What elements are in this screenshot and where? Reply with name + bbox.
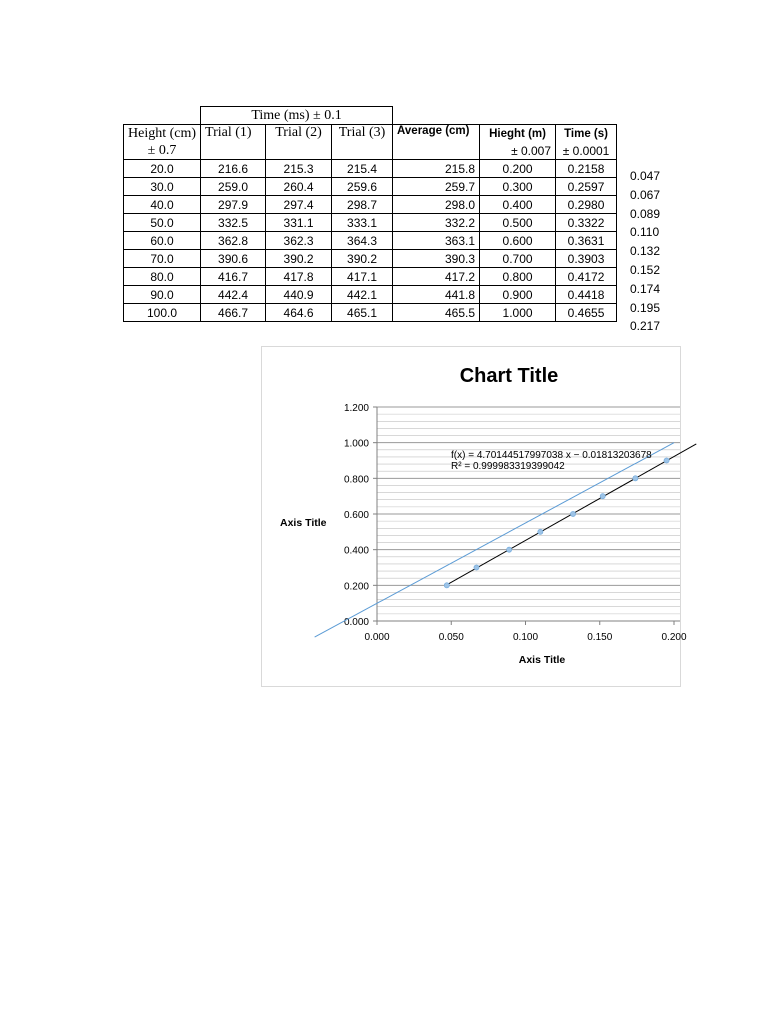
- y-tick-label: 0.600: [343, 510, 369, 521]
- table-row: [124, 304, 617, 322]
- x-value: 0.195: [630, 300, 661, 315]
- data-point: [538, 529, 543, 534]
- chart-title: Chart Title: [459, 365, 559, 387]
- x-value: 0.132: [630, 244, 661, 259]
- cell-height-cm: 100.0: [124, 304, 201, 322]
- cell-trial2: 331.1: [266, 214, 332, 232]
- cell-trial2: 362.3: [266, 232, 332, 250]
- x-axis-title: Axis Title: [518, 654, 566, 666]
- x-value: 0.047: [630, 169, 661, 183]
- table-row: [124, 286, 617, 304]
- table-row: [124, 232, 617, 250]
- cell-trial3: 215.4: [332, 160, 393, 178]
- cell-height-m: 0.600: [480, 232, 556, 250]
- cell-height-cm: 60.0: [124, 232, 201, 250]
- cell-average: 417.2: [393, 268, 480, 286]
- cell-height-m: 0.900: [480, 286, 556, 304]
- cell-trial1: 442.4: [201, 286, 266, 304]
- x-value: 0.089: [630, 206, 661, 221]
- cell-trial3: 298.7: [332, 196, 393, 214]
- y-tick-label: 0.800: [343, 474, 369, 486]
- data-point: [507, 547, 512, 552]
- x-value: 0.110: [630, 225, 660, 240]
- cell-trial3: 442.1: [332, 286, 393, 304]
- cell-average: 298.0: [393, 196, 480, 214]
- x-tick-label: 0.200: [661, 632, 687, 643]
- table-row: [124, 160, 617, 178]
- x-tick-label: 0.150: [587, 632, 613, 643]
- x-tick-label: 0.000: [364, 632, 390, 643]
- data-point: [633, 476, 638, 481]
- y-tick-label: 0.000: [343, 617, 369, 628]
- cell-time-s: 0.4655: [556, 304, 617, 322]
- trial2-header: Trial (2): [266, 125, 332, 160]
- cell-average: 332.2: [393, 214, 480, 232]
- cell-trial3: 259.6: [332, 178, 393, 196]
- height-m-header: Hieght (m): [480, 125, 556, 143]
- cell-trial1: 362.8: [201, 232, 266, 250]
- cell-trial2: 390.2: [266, 250, 332, 268]
- table-body: [124, 160, 617, 322]
- cell-height-cm: 50.0: [124, 214, 201, 232]
- trial1-header: Trial (1): [201, 125, 266, 160]
- cell-average: 259.7: [393, 178, 480, 196]
- time-s-uncertainty: ± 0.0001: [556, 142, 617, 160]
- table-row: [124, 214, 617, 232]
- average-header: Average (cm): [393, 125, 480, 160]
- trendline-equation: f(x) = 4.70144517997038 x − 0.01813203678: [451, 450, 652, 461]
- cell-trial2: 417.8: [266, 268, 332, 286]
- y-tick-label: 0.200: [343, 581, 369, 593]
- time-ms-header: Time (ms) ± 0.1: [201, 107, 393, 125]
- x-tick-label: 0.100: [512, 632, 539, 643]
- cell-height-cm: 20.0: [124, 160, 201, 178]
- table-row: [124, 178, 617, 196]
- x-tick-label: 0.050: [438, 632, 464, 643]
- y-axis-title: Axis Title: [280, 517, 327, 529]
- cell-average: 215.8: [393, 160, 480, 178]
- cell-average: 465.5: [393, 304, 480, 322]
- y-tick-label: 1.000: [343, 438, 369, 450]
- x-value: 0.174: [630, 281, 661, 296]
- data-point: [474, 565, 479, 570]
- cell-time-s: 0.3322: [556, 214, 617, 232]
- table-row: [124, 268, 617, 286]
- chart-area[interactable]: [261, 346, 687, 687]
- cell-time-s: 0.2158: [556, 160, 617, 178]
- table-header-row-1: [124, 125, 617, 143]
- cell-time-s: 0.3903: [556, 250, 617, 268]
- cell-trial2: 260.4: [266, 178, 332, 196]
- cell-trial3: 465.1: [332, 304, 393, 322]
- cell-height-cm: 30.0: [124, 178, 201, 196]
- cell-time-s: 0.4418: [556, 286, 617, 304]
- height-cm-header: Height (cm): [124, 125, 201, 143]
- x-values-column: [630, 167, 690, 336]
- cell-time-s: 0.2597: [556, 178, 617, 196]
- y-tick-label: 1.200: [343, 403, 369, 414]
- trial3-header: Trial (3): [332, 125, 393, 160]
- cell-height-m: 0.300: [480, 178, 556, 196]
- data-point: [570, 511, 575, 516]
- table-row: [124, 250, 617, 268]
- data-point: [600, 494, 605, 499]
- cell-time-s: 0.2980: [556, 196, 617, 214]
- time-s-header: Time (s): [556, 125, 617, 143]
- cell-trial3: 333.1: [332, 214, 393, 232]
- cell-trial2: 464.6: [266, 304, 332, 322]
- cell-trial3: 417.1: [332, 268, 393, 286]
- x-value: 0.067: [630, 187, 661, 202]
- cell-height-m: 0.500: [480, 214, 556, 232]
- cell-average: 363.1: [393, 232, 480, 250]
- cell-trial3: 364.3: [332, 232, 393, 250]
- cell-height-cm: 90.0: [124, 286, 201, 304]
- cell-height-m: 0.700: [480, 250, 556, 268]
- cell-height-m: 0.200: [480, 160, 556, 178]
- cell-trial1: 259.0: [201, 178, 266, 196]
- table-group-header-row: [124, 107, 617, 125]
- cell-trial3: 390.2: [332, 250, 393, 268]
- cell-trial1: 297.9: [201, 196, 266, 214]
- cell-average: 390.3: [393, 250, 480, 268]
- cell-height-m: 0.400: [480, 196, 556, 214]
- cell-trial2: 215.3: [266, 160, 332, 178]
- data-table: [123, 106, 617, 322]
- cell-height-cm: 70.0: [124, 250, 201, 268]
- x-value: 0.217: [630, 319, 661, 334]
- cell-time-s: 0.3631: [556, 232, 617, 250]
- table-row: [124, 196, 617, 214]
- data-point: [444, 583, 449, 588]
- x-value: 0.152: [630, 262, 661, 277]
- y-tick-label: 0.400: [343, 545, 369, 557]
- cell-height-cm: 80.0: [124, 268, 201, 286]
- cell-trial2: 440.9: [266, 286, 332, 304]
- chart-svg: [262, 347, 687, 686]
- cell-height-m: 0.800: [480, 268, 556, 286]
- cell-trial1: 466.7: [201, 304, 266, 322]
- data-point: [664, 458, 669, 463]
- cell-trial2: 297.4: [266, 196, 332, 214]
- r-squared-label: R² = 0.999983319399042: [451, 461, 565, 472]
- grid: [377, 407, 680, 614]
- cell-time-s: 0.4172: [556, 268, 617, 286]
- cell-trial1: 390.6: [201, 250, 266, 268]
- height-m-uncertainty: ± 0.007: [480, 142, 556, 160]
- cell-height-m: 1.000: [480, 304, 556, 322]
- cell-trial1: 332.5: [201, 214, 266, 232]
- cell-height-cm: 40.0: [124, 196, 201, 214]
- cell-trial1: 416.7: [201, 268, 266, 286]
- cell-average: 441.8: [393, 286, 480, 304]
- cell-trial1: 216.6: [201, 160, 266, 178]
- height-cm-uncertainty: ± 0.7: [124, 142, 201, 160]
